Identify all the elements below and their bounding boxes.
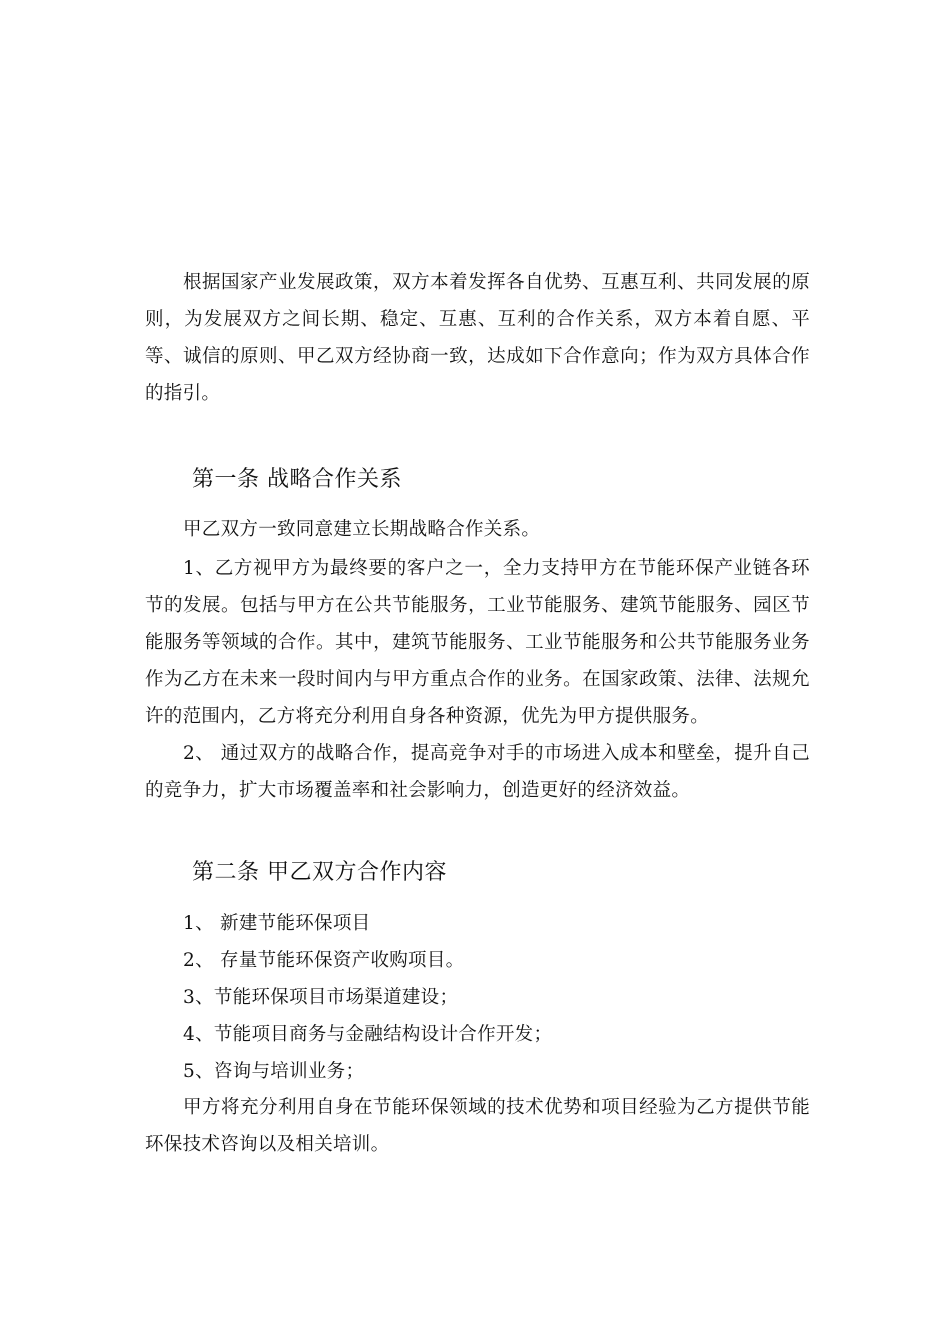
- section-2-list-item: 5、咨询与培训业务；: [183, 1061, 365, 1082]
- section-1-paragraph-2: 1、乙方视甲方为最终要的客户之一，全力支持甲方在节能环保产业链各环节的发展。包括与甲方在公共节能服务，工业节能服务、建筑节能服务、园区节能服务等领域的合作。其中，建筑节能服务、工业节能服务和公共节能服务业务作为乙方在未来一段时间内与甲方重点合作的业务。在国家政策、法律、法规允许的范围内，乙方将充分利用自身各种资源，优先为甲方提供服务。: [145, 558, 810, 727]
- section-2-list-item: 1、 新建节能环保项目: [183, 913, 371, 934]
- section-1-heading: 第一条 战略合作关系: [192, 467, 402, 492]
- section-2-heading: 第二条 甲乙双方合作内容: [192, 860, 447, 885]
- section-2-list-item: 3、节能环保项目市场渠道建设；: [183, 987, 459, 1008]
- section-2-closing-paragraph: 甲方将充分利用自身在节能环保领域的技术优势和项目经验为乙方提供节能环保技术咨询以及相关培训。: [145, 1097, 810, 1155]
- section-1-paragraph-3: 2、 通过双方的战略合作，提高竞争对手的市场进入成本和壁垒，提升自己的竞争力，扩大市场覆盖率和社会影响力，创造更好的经济效益。: [145, 743, 810, 801]
- section-2-list-item: 4、节能项目商务与金融结构设计合作开发；: [183, 1024, 553, 1045]
- intro-paragraph: 根据国家产业发展政策，双方本着发挥各自优势、互惠互利、共同发展的原则，为发展双方之间长期、稳定、互惠、互利的合作关系，双方本着自愿、平等、诚信的原则、甲乙双方经协商一致，达成如下合作意向；作为双方具体合作的指引。: [145, 272, 810, 404]
- section-1-paragraph-1: 甲乙双方一致同意建立长期战略合作关系。: [183, 519, 541, 540]
- section-2-list-item: 2、 存量节能环保资产收购项目。: [183, 950, 465, 971]
